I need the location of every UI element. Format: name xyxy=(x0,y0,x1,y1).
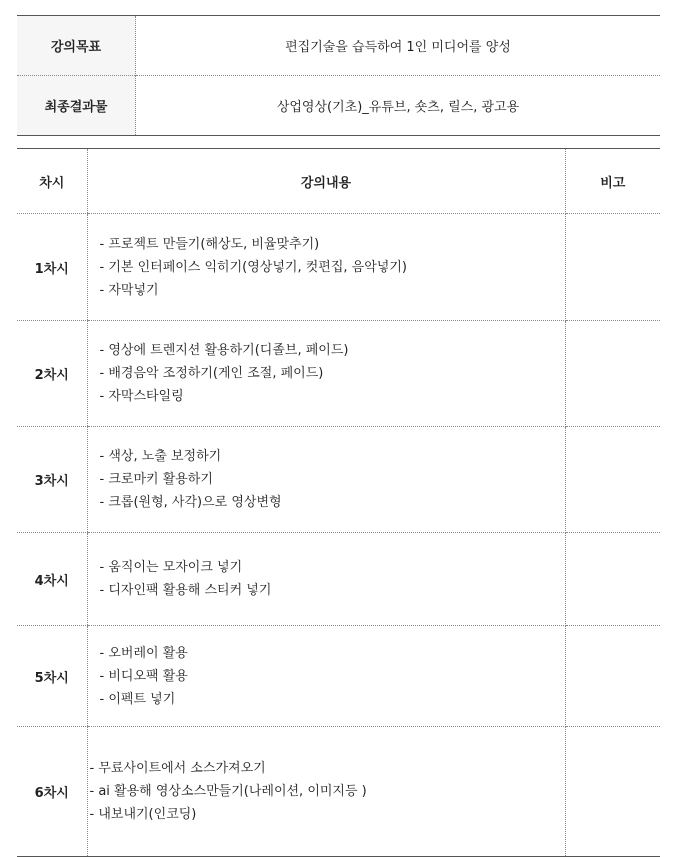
note-cell xyxy=(565,427,660,533)
content-item: - 색상, 노출 보정하기 xyxy=(100,445,564,468)
content-item: - 자막스타일링 xyxy=(100,385,564,408)
session-content xyxy=(87,626,565,727)
content-item: - 크로마키 활용하기 xyxy=(100,468,564,491)
content-item: - 움직이는 모자이크 넣기 xyxy=(100,556,564,579)
result-row xyxy=(17,76,660,136)
table-row xyxy=(17,533,660,626)
goal-row xyxy=(17,16,660,76)
note-cell xyxy=(565,533,660,626)
session-content xyxy=(87,727,565,857)
table-row xyxy=(17,214,660,321)
schedule-header-row xyxy=(17,149,660,214)
result-value: 상업영상(기초)_유튜브, 숏츠, 릴스, 광고용 xyxy=(136,76,661,136)
session-label: 1차시 xyxy=(17,214,87,321)
session-label: 3차시 xyxy=(17,427,87,533)
table-row xyxy=(17,626,660,727)
session-content xyxy=(87,427,565,533)
note-cell xyxy=(565,626,660,727)
note-cell xyxy=(565,727,660,857)
session-content xyxy=(87,321,565,427)
session-label: 5차시 xyxy=(17,626,87,727)
content-item: - 프로젝트 만들기(해상도, 비율맞추기) xyxy=(100,233,564,256)
content-item: - 크롭(원형, 사각)으로 영상변형 xyxy=(100,491,564,514)
course-info-table xyxy=(17,15,660,136)
session-label: 2차시 xyxy=(17,321,87,427)
content-item: - 기본 인터페이스 익히기(영상넣기, 컷편집, 음악넣기) xyxy=(100,256,564,279)
content-item: - 오버레이 활용 xyxy=(100,642,564,665)
content-item: - 무료사이트에서 소스가져오기 xyxy=(90,757,564,780)
content-item: - ai 활용해 영상소스만들기(나레이션, 이미지등 ) xyxy=(90,780,564,803)
session-label: 6차시 xyxy=(34,786,69,801)
table-row xyxy=(17,727,660,857)
session-content xyxy=(87,533,565,626)
schedule-table xyxy=(17,148,660,857)
table-row xyxy=(17,427,660,533)
note-header: 비고 xyxy=(565,149,660,214)
note-cell xyxy=(565,321,660,427)
goal-label: 강의목표 xyxy=(17,16,136,76)
note-cell xyxy=(565,214,660,321)
content-item: - 이펙트 넣기 xyxy=(100,688,564,711)
result-label: 최종결과물 xyxy=(17,76,136,136)
session-header: 차시 xyxy=(17,149,87,214)
content-item: - 영상에 트렌지션 활용하기(디졸브, 페이드) xyxy=(100,339,564,362)
content-item: - 디자인팩 활용해 스티커 넣기 xyxy=(100,579,564,602)
goal-value: 편집기술을 습득하여 1인 미디어를 양성 xyxy=(285,40,511,55)
content-item: - 비디오팩 활용 xyxy=(100,665,564,688)
content-header: 강의내용 xyxy=(87,149,565,214)
table-row xyxy=(17,321,660,427)
content-item: - 자막넣기 xyxy=(100,279,564,302)
content-item: - 배경음악 조정하기(게인 조절, 페이드) xyxy=(100,362,564,385)
content-item: - 내보내기(인코딩) xyxy=(90,803,564,826)
session-label: 4차시 xyxy=(17,533,87,626)
session-content xyxy=(87,214,565,321)
